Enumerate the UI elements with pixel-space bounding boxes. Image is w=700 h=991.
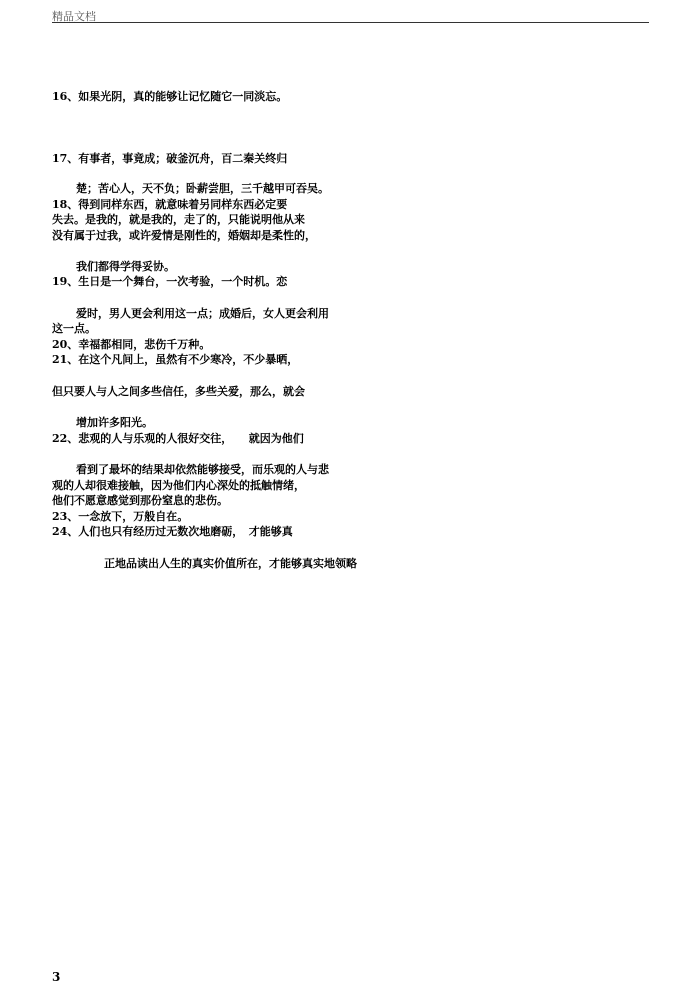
text-line: 增加许多阳光。: [76, 416, 153, 429]
text-line: 看到了最坏的结果却依然能够接受，而乐观的人与悲: [76, 463, 329, 476]
text-line: 23、一念放下，万般自在。: [52, 510, 189, 523]
text-line: 18、得到同样东西，就意味着另同样东西必定要: [52, 198, 288, 211]
text-line: 正地品读出人生的真实价值所在，才能够真实地领略: [104, 557, 357, 570]
text-line: 爱时，男人更会利用这一点；成婚后，女人更会利用: [76, 307, 329, 320]
text-line: 16、如果光阴，真的能够让记忆随它一同淡忘。: [52, 90, 288, 103]
text-line: 这一点。: [52, 322, 96, 335]
text-line: 但只要人与人之间多些信任，多些关爱，那么，就会: [52, 385, 305, 398]
text-line: 22、悲观的人与乐观的人很好交往， 就因为他们: [52, 432, 304, 445]
header-title: 精品文档: [52, 10, 96, 23]
header-rule: [52, 22, 649, 23]
text-line: 我们都得学得妥协。: [76, 260, 175, 273]
text-line: 19、生日是一个舞台，一次考验，一个时机。恋: [52, 275, 288, 288]
text-line: 17、有事者，事竟成；破釜沉舟，百二秦关终归: [52, 152, 288, 165]
text-line: 观的人却很难接触，因为他们内心深处的抵触情绪，: [52, 479, 305, 492]
text-line: 20、幸福都相同，悲伤千万种。: [52, 338, 211, 351]
text-line: 21、在这个凡间上，虽然有不少寒冷，不少暴晒，: [52, 353, 299, 366]
text-line: 没有属于过我，或许爱情是刚性的，婚姻却是柔性的，: [52, 229, 316, 242]
page-number: 3: [52, 970, 61, 984]
text-line: 楚；苦心人，天不负；卧薪尝胆，三千越甲可吞吴。: [76, 182, 329, 195]
text-line: 24、人们也只有经历过无数次地磨砺， 才能够真: [52, 525, 293, 538]
text-line: 失去。是我的，就是我的，走了的，只能说明他从来: [52, 213, 305, 226]
text-line: 他们不愿意感觉到那份窒息的悲伤。: [52, 494, 228, 507]
